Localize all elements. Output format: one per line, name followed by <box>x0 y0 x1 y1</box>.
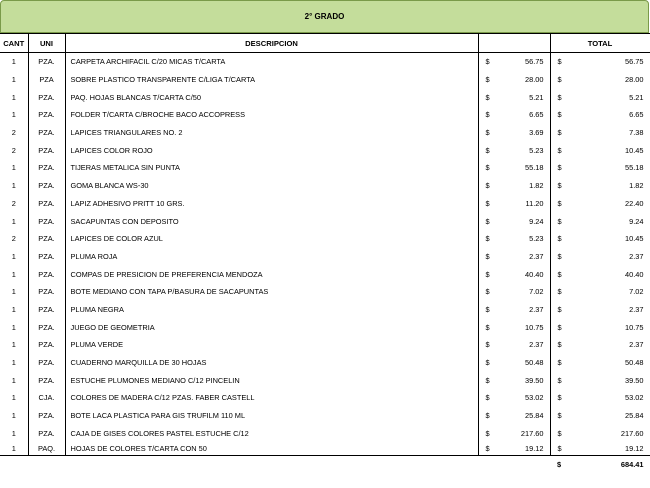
cell-uni: PZA. <box>28 265 65 283</box>
table-row <box>0 124 650 142</box>
table-row <box>0 141 650 159</box>
cell-price <box>478 336 550 354</box>
currency-sign: $ <box>485 322 490 332</box>
cell-uni: PZA. <box>28 424 65 442</box>
cell-total <box>550 442 650 456</box>
currency-sign: $ <box>485 287 490 297</box>
table-row <box>0 53 650 71</box>
table-row <box>0 301 650 319</box>
cell-price <box>478 248 550 266</box>
cell-descripcion: LAPIZ ADHESIVO PRITT 10 GRS. <box>65 195 478 213</box>
cell-price-value: 28.00 <box>525 75 544 85</box>
currency-sign: $ <box>557 304 562 314</box>
cell-total <box>550 71 650 89</box>
cell-cant: 1 <box>0 177 28 195</box>
cell-total-value: 53.02 <box>625 393 644 403</box>
currency-sign: $ <box>557 128 562 138</box>
cell-descripcion: SOBRE PLASTICO TRANSPARENTE C/LIGA T/CARTA <box>65 71 478 89</box>
cell-total <box>550 407 650 425</box>
currency-sign: $ <box>485 411 490 421</box>
table-row <box>0 389 650 407</box>
cell-descripcion: TIJERAS METALICA SIN PUNTA <box>65 159 478 177</box>
currency-sign: $ <box>485 110 490 120</box>
cell-price <box>478 71 550 89</box>
cell-total <box>550 106 650 124</box>
cell-uni: PZA. <box>28 212 65 230</box>
cell-price-value: 7.02 <box>529 287 544 297</box>
cell-cant: 1 <box>0 389 28 407</box>
cell-cant: 2 <box>0 124 28 142</box>
cell-total <box>550 389 650 407</box>
currency-sign: $ <box>485 375 490 385</box>
cell-total-value: 7.38 <box>629 128 644 138</box>
cell-cant: 1 <box>0 248 28 266</box>
cell-descripcion: CUADERNO MARQUILLA DE 30 HOJAS <box>65 354 478 372</box>
cell-total-value: 2.37 <box>629 304 644 314</box>
currency-sign: $ <box>557 375 562 385</box>
cell-total <box>550 354 650 372</box>
cell-total <box>550 301 650 319</box>
table-row <box>0 159 650 177</box>
cell-total <box>550 424 650 442</box>
table-row <box>0 248 650 266</box>
cell-total-value: 1.82 <box>629 181 644 191</box>
cell-uni: PZA. <box>28 124 65 142</box>
currency-sign: $ <box>485 340 490 350</box>
cell-descripcion: LAPICES COLOR ROJO <box>65 141 478 159</box>
cell-price <box>478 124 550 142</box>
cell-cant: 1 <box>0 53 28 71</box>
cell-uni: PZA. <box>28 106 65 124</box>
cell-price <box>478 106 550 124</box>
table-row <box>0 71 650 89</box>
cell-descripcion: LAPICES TRIANGULARES NO. 2 <box>65 124 478 142</box>
cell-price-value: 217.60 <box>520 428 544 438</box>
cell-cant: 1 <box>0 354 28 372</box>
cell-total-value: 50.48 <box>625 358 644 368</box>
currency-sign: $ <box>485 428 490 438</box>
cell-total-value: 6.65 <box>629 110 644 120</box>
cell-price <box>478 53 550 71</box>
cell-total-value: 9.24 <box>629 216 644 226</box>
cell-price <box>478 212 550 230</box>
header-price <box>478 34 550 53</box>
cell-price <box>478 177 550 195</box>
cell-total <box>550 318 650 336</box>
cell-price <box>478 230 550 248</box>
cell-cant: 1 <box>0 442 28 456</box>
table-row <box>0 177 650 195</box>
cell-cant: 1 <box>0 106 28 124</box>
cell-total-value: 40.40 <box>625 269 644 279</box>
cell-price <box>478 371 550 389</box>
cell-cant: 1 <box>0 265 28 283</box>
currency-sign: $ <box>557 216 562 226</box>
cell-uni: PZA. <box>28 336 65 354</box>
currency-sign: $ <box>485 145 490 155</box>
cell-descripcion: ESTUCHE PLUMONES MEDIANO C/12 PINCELIN <box>65 371 478 389</box>
cell-price-value: 53.02 <box>525 393 544 403</box>
cell-total-value: 25.84 <box>625 411 644 421</box>
cell-cant: 1 <box>0 283 28 301</box>
currency-sign: $ <box>485 57 490 67</box>
cell-total <box>550 336 650 354</box>
header-total: TOTAL <box>550 34 650 53</box>
header-cant: CANT <box>0 34 28 53</box>
cell-price <box>478 442 550 456</box>
cell-price <box>478 88 550 106</box>
cell-total-value: 10.75 <box>625 322 644 332</box>
cell-price-value: 9.24 <box>529 216 544 226</box>
currency-sign: $ <box>557 322 562 332</box>
cell-total <box>550 371 650 389</box>
cell-price <box>478 195 550 213</box>
cell-price-value: 55.18 <box>525 163 544 173</box>
cell-cant: 1 <box>0 371 28 389</box>
currency-sign: $ <box>557 428 562 438</box>
cell-descripcion: PAQ. HOJAS BLANCAS T/CARTA C/50 <box>65 88 478 106</box>
cell-price <box>478 301 550 319</box>
currency-sign: $ <box>485 358 490 368</box>
cell-price <box>478 389 550 407</box>
currency-sign: $ <box>557 287 562 297</box>
cell-total-value: 22.40 <box>625 198 644 208</box>
currency-sign: $ <box>557 411 562 421</box>
cell-descripcion: LAPICES DE COLOR AZUL <box>65 230 478 248</box>
cell-price-value: 5.21 <box>529 92 544 102</box>
cell-uni: PZA. <box>28 407 65 425</box>
cell-cant: 1 <box>0 336 28 354</box>
cell-total <box>550 53 650 71</box>
cell-descripcion: GOMA BLANCA WS-30 <box>65 177 478 195</box>
cell-uni: PZA. <box>28 177 65 195</box>
cell-total-value: 19.12 <box>625 444 644 454</box>
cell-uni: PZA. <box>28 354 65 372</box>
table-row <box>0 336 650 354</box>
currency-sign: $ <box>557 145 562 155</box>
cell-cant: 1 <box>0 212 28 230</box>
cell-total <box>550 88 650 106</box>
cell-descripcion: JUEGO DE GEOMETRIA <box>65 318 478 336</box>
cell-cant: 1 <box>0 301 28 319</box>
cell-descripcion: CAJA DE GISES COLORES PASTEL ESTUCHE C/12 <box>65 424 478 442</box>
cell-total-value: 10.45 <box>625 234 644 244</box>
currency-sign: $ <box>557 75 562 85</box>
cell-total-value: 7.02 <box>629 287 644 297</box>
table-row <box>0 354 650 372</box>
cell-total <box>550 141 650 159</box>
cell-uni: PZA. <box>28 88 65 106</box>
table-row <box>0 106 650 124</box>
cell-price-value: 1.82 <box>529 181 544 191</box>
cell-price-value: 5.23 <box>529 234 544 244</box>
cell-total <box>550 159 650 177</box>
grand-total-value: 684.41 <box>620 460 644 470</box>
cell-total-value: 55.18 <box>625 163 644 173</box>
cell-uni: PZA. <box>28 141 65 159</box>
cell-uni: PZA. <box>28 301 65 319</box>
currency-sign: $ <box>485 198 490 208</box>
cell-total <box>550 283 650 301</box>
cell-total-value: 217.60 <box>620 428 644 438</box>
currency-sign: $ <box>557 198 562 208</box>
cell-price-value: 5.23 <box>529 145 544 155</box>
cell-price <box>478 424 550 442</box>
table-row <box>0 424 650 442</box>
currency-sign: $ <box>485 128 490 138</box>
cell-cant: 2 <box>0 195 28 213</box>
cell-price-value: 25.84 <box>525 411 544 421</box>
cell-uni: PZA. <box>28 248 65 266</box>
currency-sign: $ <box>557 340 562 350</box>
cell-price-value: 6.65 <box>529 110 544 120</box>
sheet-title: 2° GRADO <box>0 0 649 33</box>
table-row <box>0 318 650 336</box>
cell-total-value: 5.21 <box>629 92 644 102</box>
cell-cant: 2 <box>0 141 28 159</box>
currency-sign: $ <box>557 92 562 102</box>
table-row <box>0 442 650 456</box>
cell-total-value: 2.37 <box>629 340 644 350</box>
cell-price-value: 10.75 <box>525 322 544 332</box>
currency-sign: $ <box>485 163 490 173</box>
grand-total <box>552 460 648 469</box>
currency-sign: $ <box>557 110 562 120</box>
cell-price-value: 3.69 <box>529 128 544 138</box>
cell-price-value: 2.37 <box>529 340 544 350</box>
cell-uni: PZA. <box>28 159 65 177</box>
cell-descripcion: BOTE MEDIANO CON TAPA P/BASURA DE SACAPUNTAS <box>65 283 478 301</box>
currency-sign: $ <box>485 75 490 85</box>
header-uni: UNI <box>28 34 65 53</box>
cell-cant: 1 <box>0 88 28 106</box>
cell-uni: PZA. <box>28 371 65 389</box>
cell-price-value: 19.12 <box>525 444 544 454</box>
table-row <box>0 230 650 248</box>
cell-descripcion: PLUMA NEGRA <box>65 301 478 319</box>
currency-sign: $ <box>485 444 490 454</box>
table-body <box>0 53 650 456</box>
cell-price <box>478 141 550 159</box>
currency-sign: $ <box>485 269 490 279</box>
cell-total-value: 28.00 <box>625 75 644 85</box>
cell-uni: PZA. <box>28 53 65 71</box>
cell-total-value: 10.45 <box>625 145 644 155</box>
grand-total-row <box>0 456 650 474</box>
cell-total <box>550 177 650 195</box>
cell-cant: 1 <box>0 318 28 336</box>
cell-descripcion: BOTE LACA PLASTICA PARA GIS TRUFILM 110 ML <box>65 407 478 425</box>
cell-total <box>550 265 650 283</box>
cell-price <box>478 318 550 336</box>
currency-sign: $ <box>557 234 562 244</box>
currency-sign: $ <box>485 251 490 261</box>
cell-total <box>550 212 650 230</box>
cell-price <box>478 265 550 283</box>
cell-price-value: 40.40 <box>525 269 544 279</box>
cell-cant: 1 <box>0 424 28 442</box>
cell-uni: PZA. <box>28 195 65 213</box>
supplies-table <box>0 33 650 473</box>
table-header-row <box>0 34 650 53</box>
cell-total <box>550 124 650 142</box>
cell-price-value: 2.37 <box>529 251 544 261</box>
currency-sign: $ <box>557 181 562 191</box>
cell-descripcion: SACAPUNTAS CON DEPOSITO <box>65 212 478 230</box>
currency-sign: $ <box>485 216 490 226</box>
currency-sign: $ <box>485 92 490 102</box>
cell-price-value: 11.20 <box>525 198 544 208</box>
currency-sign: $ <box>485 304 490 314</box>
cell-total <box>550 230 650 248</box>
currency-sign: $ <box>557 358 562 368</box>
cell-total <box>550 248 650 266</box>
cell-descripcion: PLUMA VERDE <box>65 336 478 354</box>
cell-descripcion: PLUMA ROJA <box>65 248 478 266</box>
header-descripcion: DESCRIPCION <box>65 34 478 53</box>
table-row <box>0 195 650 213</box>
table-row <box>0 88 650 106</box>
currency-sign: $ <box>557 163 562 173</box>
cell-price-value: 50.48 <box>525 358 544 368</box>
cell-descripcion: FOLDER T/CARTA C/BROCHE BACO ACCOPRESS <box>65 106 478 124</box>
cell-cant: 1 <box>0 159 28 177</box>
cell-descripcion: COMPAS DE PRESICION DE PREFERENCIA MENDOZA <box>65 265 478 283</box>
cell-price-value: 2.37 <box>529 304 544 314</box>
currency-sign: $ <box>557 460 562 470</box>
cell-price <box>478 354 550 372</box>
cell-uni: PAQ. <box>28 442 65 456</box>
cell-total-value: 39.50 <box>625 375 644 385</box>
cell-price <box>478 159 550 177</box>
currency-sign: $ <box>485 181 490 191</box>
table-row <box>0 283 650 301</box>
table-row <box>0 212 650 230</box>
currency-sign: $ <box>485 393 490 403</box>
cell-price <box>478 407 550 425</box>
currency-sign: $ <box>557 269 562 279</box>
cell-descripcion: HOJAS DE COLORES T/CARTA CON 50 <box>65 442 478 456</box>
cell-descripcion: COLORES DE MADERA C/12 PZAS. FABER CASTELL <box>65 389 478 407</box>
table-row <box>0 407 650 425</box>
cell-cant: 2 <box>0 230 28 248</box>
cell-uni: PZA. <box>28 283 65 301</box>
cell-uni: PZA. <box>28 318 65 336</box>
currency-sign: $ <box>557 393 562 403</box>
currency-sign: $ <box>557 444 562 454</box>
cell-price-value: 56.75 <box>525 57 544 67</box>
cell-cant: 1 <box>0 71 28 89</box>
cell-total-value: 2.37 <box>629 251 644 261</box>
currency-sign: $ <box>485 234 490 244</box>
cell-total-value: 56.75 <box>625 57 644 67</box>
cell-uni: PZA. <box>28 230 65 248</box>
currency-sign: $ <box>557 251 562 261</box>
cell-uni: CJA. <box>28 389 65 407</box>
cell-cant: 1 <box>0 407 28 425</box>
currency-sign: $ <box>557 57 562 67</box>
table-row <box>0 371 650 389</box>
cell-total <box>550 195 650 213</box>
cell-descripcion: CARPETA ARCHIFACIL C/20 MICAS T/CARTA <box>65 53 478 71</box>
table-row <box>0 265 650 283</box>
cell-price-value: 39.50 <box>525 375 544 385</box>
cell-price <box>478 283 550 301</box>
cell-uni: PZA <box>28 71 65 89</box>
